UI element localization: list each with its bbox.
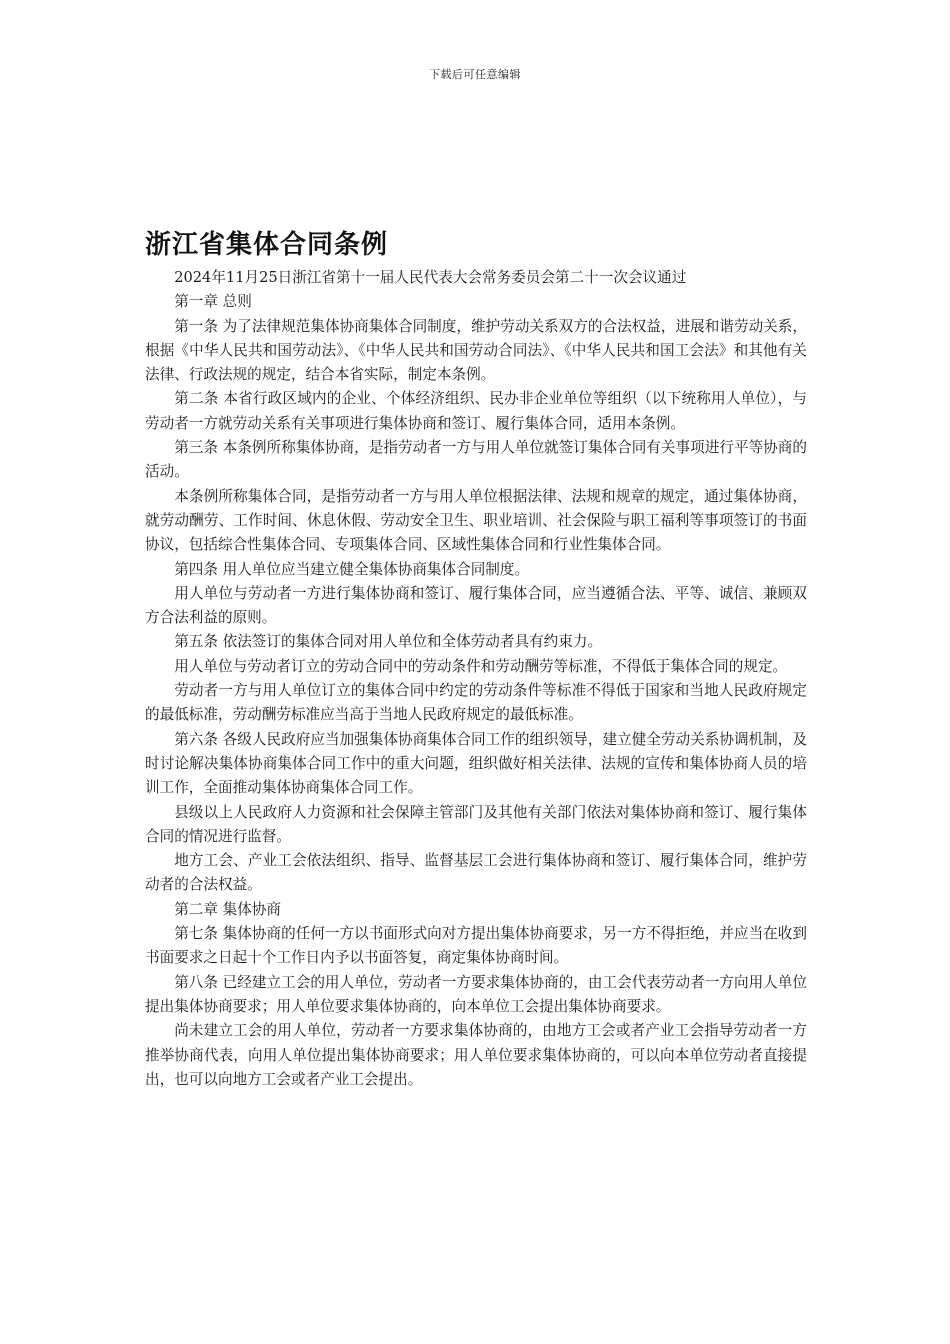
paragraph: 第五条 依法签订的集体合同对用人单位和全体劳动者具有约束力。	[174, 633, 603, 651]
paragraph: 第二条 本省行政区域内的企业、个体经济组织、民办非企业单位等组织（以下统称用人单位），与劳动者一方就劳动关系有关事项进行集体协商和签订、履行集体合同，适用本条例。	[145, 390, 807, 432]
paragraph: 地方工会、产业工会依法组织、指导、监督基层工会进行集体协商和签订、履行集体合同，维护劳动者的合法权益。	[145, 852, 807, 894]
paragraph: 县级以上人民政府人力资源和社会保障主管部门及其他有关部门依法对集体协商和签订、履行集体合同的情况进行监督。	[145, 803, 807, 845]
paragraph: 用人单位与劳动者订立的劳动合同中的劳动条件和劳动酬劳等标准，不得低于集体合同的规定。	[174, 657, 788, 675]
document-title: 浙江省集体合同条例	[145, 230, 389, 260]
paragraph: 劳动者一方与用人单位订立的集体合同中约定的劳动条件等标准不得低于国家和当地人民政府规定的最低标准，劳动酬劳标准应当高于当地人民政府规定的最低标准。	[145, 682, 807, 724]
paragraph: 尚未建立工会的用人单位，劳动者一方要求集体协商的，由地方工会或者产业工会指导劳动者一方推举协商代表，向用人单位提出集体协商要求；用人单位要求集体协商的，可以向本单位劳动者直接提出，也可以向地方工会或者产业工会提出。	[145, 1022, 807, 1088]
paragraph: 第六条 各级人民政府应当加强集体协商集体合同工作的组织领导，建立健全劳动关系协调机制，及时讨论解决集体协商集体合同工作中的重大问题，组织做好相关法律、法规的宣传和集体协商人员的培训工作，全面推动集体协商集体合同工作。	[145, 730, 807, 797]
header-note: 下载后可任意编辑	[429, 68, 521, 81]
paragraph: 用人单位与劳动者一方进行集体协商和签订、履行集体合同，应当遵循合法、平等、诚信、兼顾双方合法利益的原则。	[145, 584, 807, 627]
paragraph: 第四条 用人单位应当建立健全集体协商集体合同制度。	[174, 560, 530, 578]
chapter-heading: 第一章 总则	[174, 293, 252, 311]
paragraph: 第八条 已经建立工会的用人单位，劳动者一方要求集体协商的，由工会代表劳动者一方向用人单位提出集体协商要求；用人单位要求集体协商的，向本单位工会提出集体协商要求。	[145, 973, 807, 1015]
document-body	[145, 266, 807, 1092]
paragraph: 第七条 集体协商的任何一方以书面形式向对方提出集体协商要求，另一方不得拒绝，并应当在收到书面要求之日起十个工作日内予以书面答复，商定集体协商时间。	[145, 925, 807, 967]
paragraph: 第三条 本条例所称集体协商，是指劳动者一方与用人单位就签订集体合同有关事项进行平等协商的活动。	[145, 439, 807, 481]
adoption-note: 2024年11月25日浙江省第十一届人民代表大会常务委员会第二十一次会议通过	[174, 269, 687, 286]
chapter-heading: 第二章 集体协商	[174, 900, 281, 918]
paragraph: 本条例所称集体合同，是指劳动者一方与用人单位根据法律、法规和规章的规定，通过集体协商，就劳动酬劳、工作时间、休息休假、劳动安全卫生、职业培训、社会保险与职工福利等事项签订的书面协议，包括综合性集体合同、专项集体合同、区域性集体合同和行业性集体合同。	[145, 487, 807, 554]
paragraph: 第一条 为了法律规范集体协商集体合同制度，维护劳动关系双方的合法权益，进展和谐劳动关系，根据《中华人民共和国劳动法》、《中华人民共和国劳动合同法》、《中华人民共和国工会法》和其他有关法律、行政法规的规定，结合本省实际，制定本条例。	[145, 317, 807, 384]
